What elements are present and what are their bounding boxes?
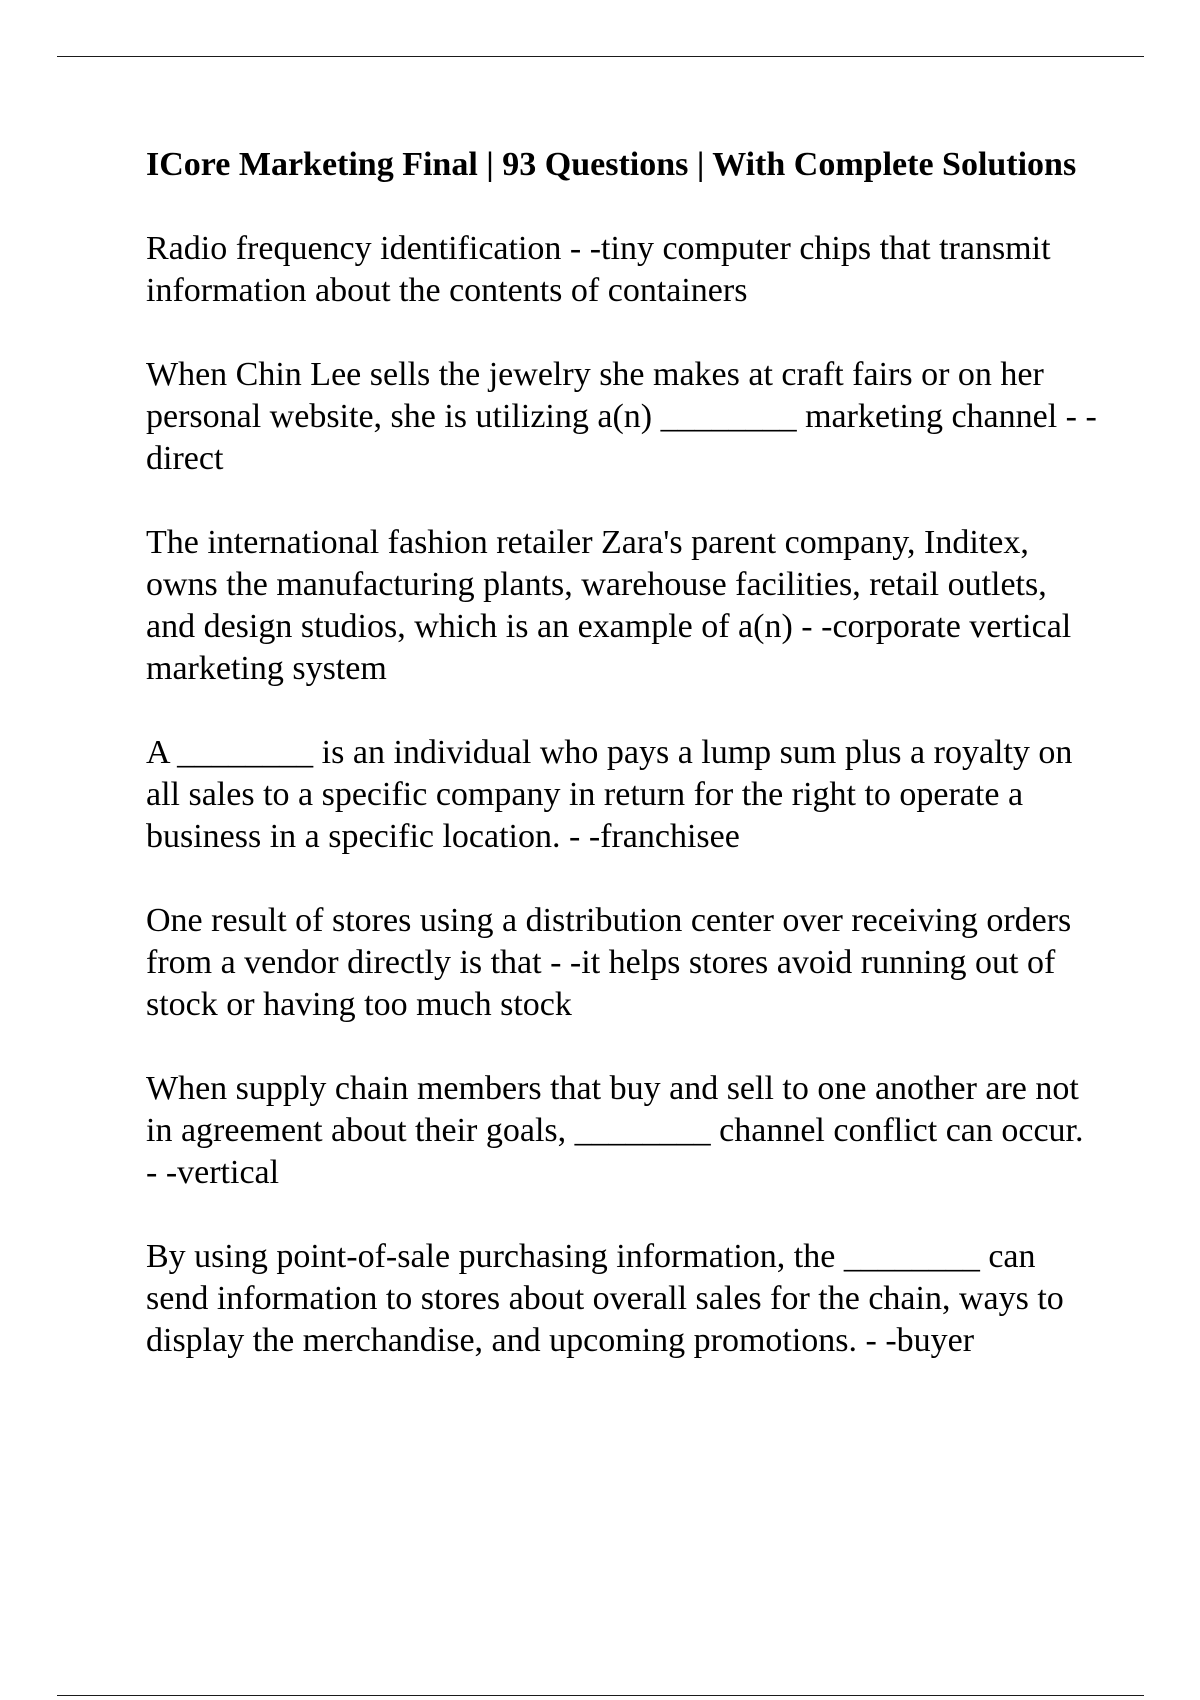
document-title: ICore Marketing Final | 93 Questions | With Complete Solutions — [146, 146, 1077, 183]
qa-entry-7: By using point-of-sale purchasing information, the ________ can send information to stores about overall sales for the chain, ways to display the merchandise, and upcoming promotions. - -buyer — [146, 1238, 1064, 1359]
qa-entry-1: Radio frequency identification - -tiny computer chips that transmit information about the contents of containers — [146, 230, 1051, 309]
top-rule — [57, 56, 1144, 57]
document-body — [146, 144, 1101, 1404]
qa-entry-5: One result of stores using a distribution center over receiving orders from a vendor directly is that - -it helps stores avoid running out of stock or having too much stock — [146, 902, 1072, 1023]
qa-entry-3: The international fashion retailer Zara's parent company, Inditex, owns the manufacturing plants, warehouse facilities, retail outlets, and design studios, which is an example of a(n) - -corporate vertical marketing system — [146, 524, 1072, 687]
bottom-rule — [57, 1695, 1144, 1696]
qa-entry-2: When Chin Lee sells the jewelry she makes at craft fairs or on her personal website, she is utilizing a(n) ________ marketing channel - -direct — [146, 356, 1097, 477]
qa-entry-6: When supply chain members that buy and sell to one another are not in agreement about their goals, ________ channel conflict can occur. - -vertical — [146, 1070, 1084, 1191]
qa-entry-4: A ________ is an individual who pays a lump sum plus a royalty on all sales to a specific company in return for the right to operate a business in a specific location. - -franchisee — [146, 734, 1073, 855]
